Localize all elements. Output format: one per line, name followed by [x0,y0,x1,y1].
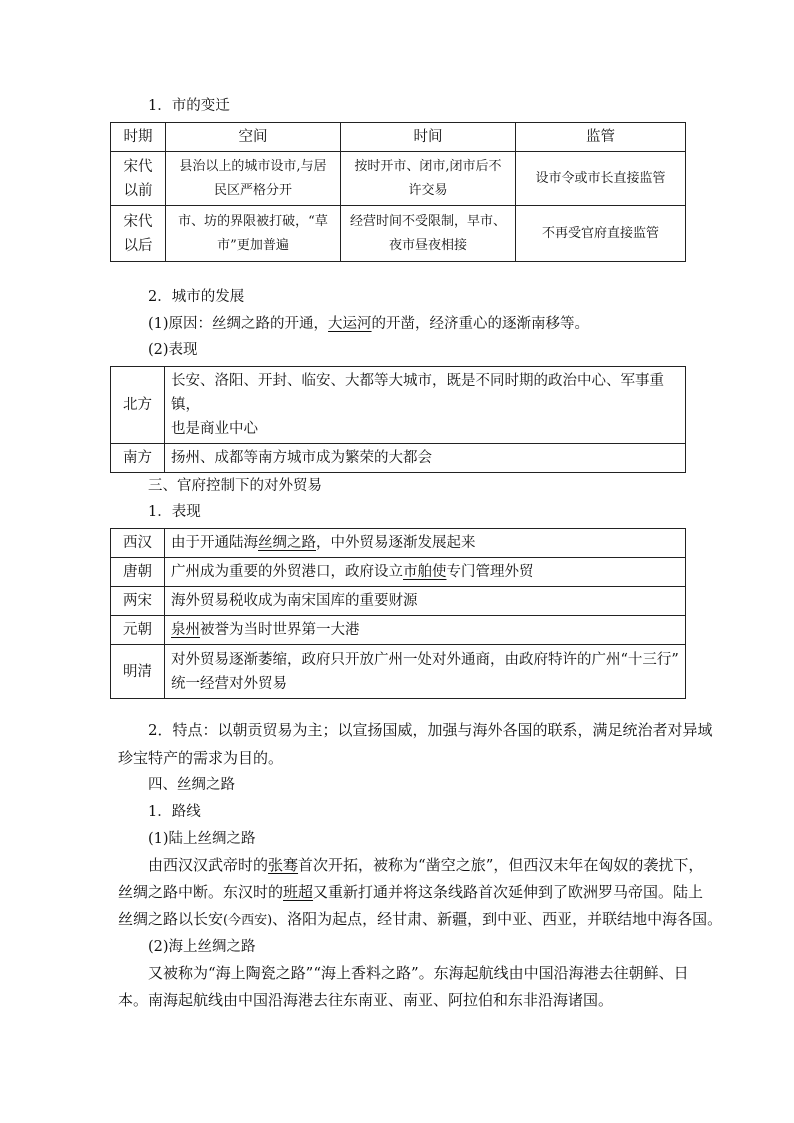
dynasty-cell: 元朝 [111,616,165,645]
space-cell: 市、坊的界限被打破，“草 市”更加普遍 [166,206,341,262]
region-cell: 南方 [111,444,165,473]
land-silk-road-para-line-1: 由西汉汉武帝时的张骞首次开拓，被称为“凿空之旅”，但西汉末年在匈奴的袭扰下， [148,856,704,874]
sea-silk-road-line-1: 又被称为“海上陶瓷之路”“海上香料之路”。东海起航线由中国沿海港去往朝鲜、日 [148,964,689,982]
section-4-title: 四、丝绸之路 [148,777,235,793]
table-row [111,152,686,206]
section-4-heading: 1．路线 [148,804,201,820]
city-development-table [110,366,686,473]
period-cell: 宋代 以后 [111,206,166,262]
section-3-title: 三、官府控制下的对外贸易 [148,478,322,494]
supervision-cell: 不再受官府直接监管 [516,206,686,262]
table-row [111,558,686,587]
header-cell: 监管 [516,123,686,152]
section-1-heading: 1．市的变迁 [148,98,230,114]
market-change-table [110,122,686,262]
section-2-heading: 2．城市的发展 [148,289,245,305]
trade-features-line-2: 珍宝特产的需求为目的。 [118,749,284,767]
supervision-cell: 设市令或市长直接监管 [516,152,686,206]
header-cell: 时间 [341,123,516,152]
foreign-trade-table [110,528,686,699]
content-cell: 由于开通陆海丝绸之路，中外贸易逐渐发展起来 [165,529,686,558]
content-cell: 扬州、成都等南方城市成为繁荣的大都会 [165,444,686,473]
content-cell: 海外贸易税收成为南宋国库的重要财源 [165,587,686,616]
table-row [111,444,686,473]
table-row [111,645,686,699]
content-cell: 泉州被誉为当时世界第一大港 [165,616,686,645]
content-cell: 对外贸易逐渐萎缩，政府只开放广州一处对外通商，由政府特许的广州“十三行” 统一经营对外贸易 [165,645,686,699]
table-header-row [111,123,686,152]
time-cell: 经营时间不受限制，早市、 夜市昼夜相接 [341,206,516,262]
section-3-heading: 1．表现 [148,504,201,520]
space-cell: 县治以上的城市设市,与居 民区严格分开 [166,152,341,206]
table-row [111,587,686,616]
content-cell: 长安、洛阳、开封、临安、大都等大城市，既是不同时期的政治中心、军事重镇， 也是商业中心 [165,367,686,444]
time-cell: 按时开市、闭市,闭市后不 许交易 [341,152,516,206]
sea-silk-road-line-2: 本。南海起航线由中国沿海港去往东南亚、南亚、阿拉伯和东非沿海诸国。 [118,991,614,1009]
dynasty-cell: 两宋 [111,587,165,616]
content-cell: 广州成为重要的外贸港口，政府设立市舶使专门管理外贸 [165,558,686,587]
sea-silk-road-title: (2)海上丝绸之路 [148,939,256,955]
table-row [111,206,686,262]
trade-features-line-1: 2．特点：以朝贡贸易为主；以宣扬国威，加强与海外各国的联系，满足统治者对异域 [148,721,713,739]
land-silk-road-para-line-3: 丝绸之路以长安(今西安)、洛阳为起点，经甘肃、新疆，到中亚、西亚，并联结地中海各国。 [118,910,723,928]
header-cell: 时期 [111,123,166,152]
region-cell: 北方 [111,367,165,444]
table-row [111,616,686,645]
header-cell: 空间 [166,123,341,152]
period-cell: 宋代 以前 [111,152,166,206]
table-row [111,529,686,558]
dynasty-cell: 唐朝 [111,558,165,587]
land-silk-road-title: (1)陆上丝绸之路 [148,831,256,847]
city-development-subheading: (2)表现 [148,342,198,358]
dynasty-cell: 西汉 [111,529,165,558]
table-row [111,367,686,444]
land-silk-road-para-line-2: 丝绸之路中断。东汉时的班超又重新打通并将这条线路首次延伸到了欧洲罗马帝国。陆上 [118,883,704,901]
dynasty-cell: 明清 [111,645,165,699]
city-development-cause: (1)原因：丝绸之路的开通，大运河的开凿，经济重心的逐渐南移等。 [148,316,590,332]
